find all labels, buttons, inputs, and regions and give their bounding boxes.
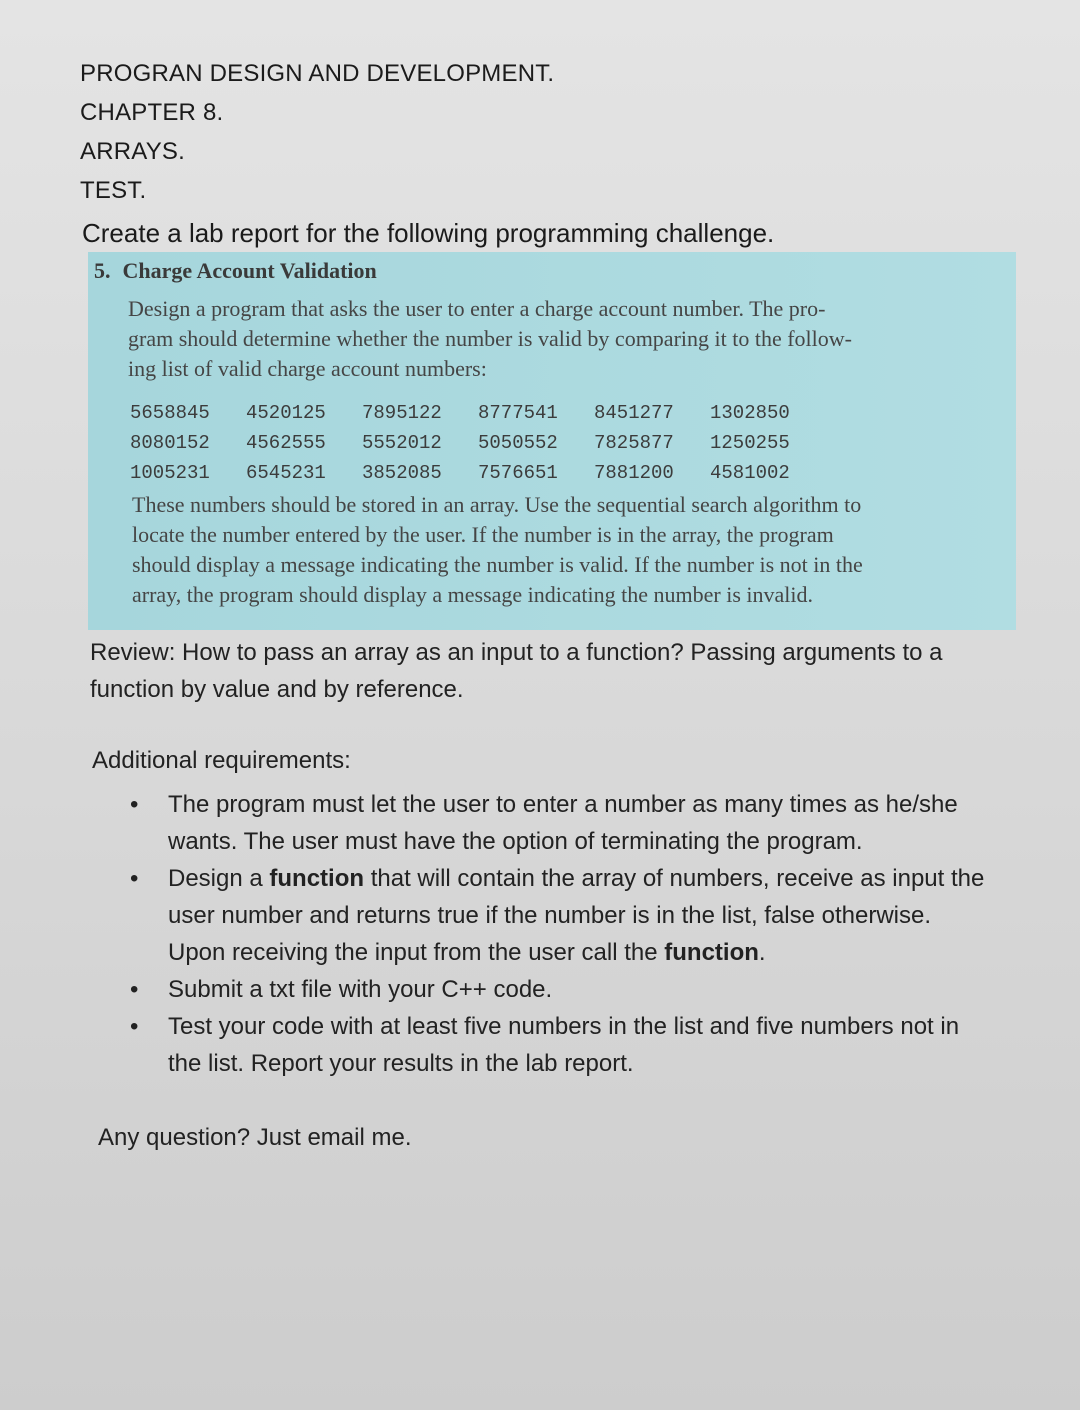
closing-note: Any question? Just email me. <box>98 1124 412 1151</box>
requirement-line: The program must let the user to enter a number as many times as he/she <box>168 791 958 818</box>
bullet-icon: • <box>130 865 139 892</box>
paragraph-line: should display a message indicating the number is valid. If the number is not in the <box>132 552 863 577</box>
requirements-list <box>120 786 1060 1082</box>
text-span: . <box>758 939 766 966</box>
account-number: 6545231 <box>246 462 326 484</box>
account-number: 7576651 <box>478 462 558 484</box>
excerpt-paragraph-2 <box>132 490 992 610</box>
list-item <box>120 1008 1060 1082</box>
challenge-number: 5. <box>94 258 111 283</box>
paragraph-line: ing list of valid charge account numbers: <box>128 356 487 381</box>
paragraph-line: array, the program should display a message indicating the number is invalid. <box>132 582 814 607</box>
review-line: Review: How to pass an array as an input to a function? Passing arguments to a <box>90 639 943 666</box>
additional-requirements-heading: Additional requirements: <box>92 747 351 774</box>
paragraph-line: gram should determine whether the number is valid by comparing it to the follow- <box>128 326 852 351</box>
paragraph-line: These numbers should be stored in an array. Use the sequential search algorithm to <box>132 492 862 517</box>
review-note <box>90 634 1065 708</box>
bullet-icon: • <box>130 1013 139 1040</box>
account-number: 1250255 <box>710 432 790 454</box>
excerpt-paragraph-1 <box>128 294 988 384</box>
course-title: PROGRAN DESIGN AND DEVELOPMENT. <box>80 60 555 87</box>
text-span: that will contain the array of numbers, receive as input the <box>364 865 985 892</box>
bold-term: function <box>664 939 759 966</box>
account-number: 5552012 <box>362 432 442 454</box>
account-number: 1005231 <box>130 462 210 484</box>
chapter-label: CHAPTER 8. <box>80 99 224 126</box>
account-number: 8080152 <box>130 432 210 454</box>
bullet-icon: • <box>130 791 139 818</box>
account-number: 7895122 <box>362 402 442 424</box>
paragraph-line: locate the number entered by the user. If the number is in the array, the program <box>132 522 834 547</box>
requirement-line: user number and returns true if the number is in the list, false otherwise. <box>168 902 932 929</box>
requirement-line <box>168 860 1060 897</box>
account-number: 5658845 <box>130 402 210 424</box>
topic-label: ARRAYS. <box>80 138 185 165</box>
account-number: 4562555 <box>246 432 326 454</box>
table-row <box>130 428 826 458</box>
requirement-line <box>168 934 1060 971</box>
text-span: Design a <box>168 865 270 892</box>
requirement-line: wants. The user must have the option of terminating the program. <box>168 828 863 855</box>
account-numbers-table <box>130 398 826 488</box>
account-number: 8451277 <box>594 402 674 424</box>
textbook-excerpt <box>88 252 1016 630</box>
requirement-line: the list. Report your results in the lab report. <box>168 1050 634 1077</box>
account-number: 1302850 <box>710 402 790 424</box>
account-number: 8777541 <box>478 402 558 424</box>
requirement-line: Submit a txt file with your C++ code. <box>168 976 553 1003</box>
excerpt-title <box>94 258 377 284</box>
list-item <box>120 860 1060 971</box>
list-item <box>120 786 1060 860</box>
list-item <box>120 971 1060 1008</box>
account-number: 4520125 <box>246 402 326 424</box>
account-number: 4581002 <box>710 462 790 484</box>
table-row <box>130 458 826 488</box>
account-number: 3852085 <box>362 462 442 484</box>
review-line: function by value and by reference. <box>90 676 464 703</box>
account-number: 5050552 <box>478 432 558 454</box>
account-number: 7881200 <box>594 462 674 484</box>
intro-instruction: Create a lab report for the following programming challenge. <box>82 218 775 248</box>
test-label: TEST. <box>80 177 147 204</box>
bold-term: function <box>269 865 365 892</box>
account-number: 7825877 <box>594 432 674 454</box>
challenge-title: Charge Account Validation <box>122 258 377 283</box>
table-row <box>130 398 826 428</box>
paragraph-line: Design a program that asks the user to enter a charge account number. The pro- <box>128 296 826 321</box>
requirement-line: Test your code with at least five numbers in the list and five numbers not in <box>168 1013 960 1040</box>
text-span: Upon receiving the input from the user call the <box>168 939 665 966</box>
bullet-icon: • <box>130 976 139 1003</box>
